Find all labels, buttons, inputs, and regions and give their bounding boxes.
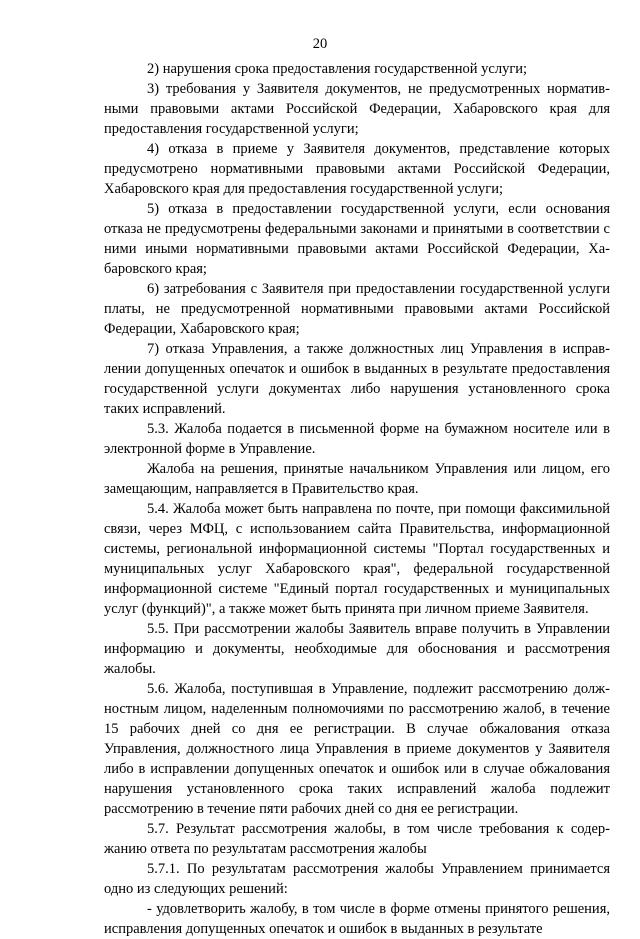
clause-5-4: 5.4. Жалоба может быть направлена по почте, при помощи факсимильной связи, через МФЦ, с использованием сайта Правительства, информационной системы, региональной информационной системы "Портал государственных и муниципальных услуг Хабаровского края", федеральной государственной информационной системе "Единый портал государственных и муниципальных услуг (функций)", а также может быть принята при личном приеме Заявителя. bbox=[104, 501, 610, 617]
clause-5-5: 5.5. При рассмотрении жалобы Заявитель вправе получить в Управлении информацию и документы, необходимые для обоснования и рассмотрения жалобы. bbox=[104, 621, 610, 677]
clause-5-7-1: 5.7.1. По результатам рассмотрения жалобы Управлением принимается одно из следующих решений: bbox=[104, 861, 610, 897]
list-item-7: 7) отказа Управления, а также должностных лиц Управления в исправлении допущенных опечаток и ошибок в выданных в результате предоставления государственной услуги документах либо нарушения установленного срока таких исправлений. bbox=[104, 341, 610, 417]
list-item-4: 4) отказа в приеме у Заявителя документов, представление которых предусмотрено нормативными правовыми актами Российской Федерации, Хабаровского края для предоставления государственной услуги; bbox=[104, 141, 610, 197]
list-item-5: 5) отказа в предоставлении государственной услуги, если основания отказа не предусмотрены федеральными законами и принятыми в соответствии с ними иными нормативными правовыми актами Российской Федерации, Хабаровского края; bbox=[104, 201, 610, 277]
page-number: 20 bbox=[312, 36, 328, 52]
list-item-2: 2) нарушения срока предоставления государственной услуги; bbox=[147, 61, 528, 77]
list-item-3: 3) требования у Заявителя документов, не предусмотренных нормативными правовыми актами Российской Федерации, Хабаровского края для предоставления государственной услуги; bbox=[104, 81, 610, 137]
list-item-6: 6) затребования с Заявителя при предоставлении государственной услуги платы, не предусмотренной нормативными правовыми актами Российской Федерации, Хабаровского края; bbox=[104, 281, 610, 337]
clause-5-6: 5.6. Жалоба, поступившая в Управление, подлежит рассмотрению должностным лицом, наделенным полномочиями по рассмотрению жалоб, в течение 15 рабочих дней со дня ее регистрации. В случае обжалования отказа Управления, должностного лица Управления в приеме документов у Заявителя либо в исправлении допущенных опечаток и ошибок или в случае обжалования нарушения установленного срока таких исправлений жалоба подлежит рассмотрению в течение пяти рабочих дней со дня ее регистрации. bbox=[104, 681, 610, 817]
clause-5-3-government: Жалоба на решения, принятые начальником Управления или лицом, его замещающим, направляется в Правительство края. bbox=[104, 461, 610, 497]
clause-5-3: 5.3. Жалоба подается в письменной форме на бумажном носителе или в электронной форме в Управление. bbox=[104, 421, 610, 457]
body-text bbox=[104, 59, 610, 939]
decision-item-satisfy: - удовлетворить жалобу, в том числе в форме отмены принятого решения, исправления допущенных опечаток и ошибок в выданных в результате bbox=[104, 901, 610, 937]
clause-5-7: 5.7. Результат рассмотрения жалобы, в том числе требования к содержанию ответа по результатам рассмотрения жалобы bbox=[104, 821, 610, 857]
